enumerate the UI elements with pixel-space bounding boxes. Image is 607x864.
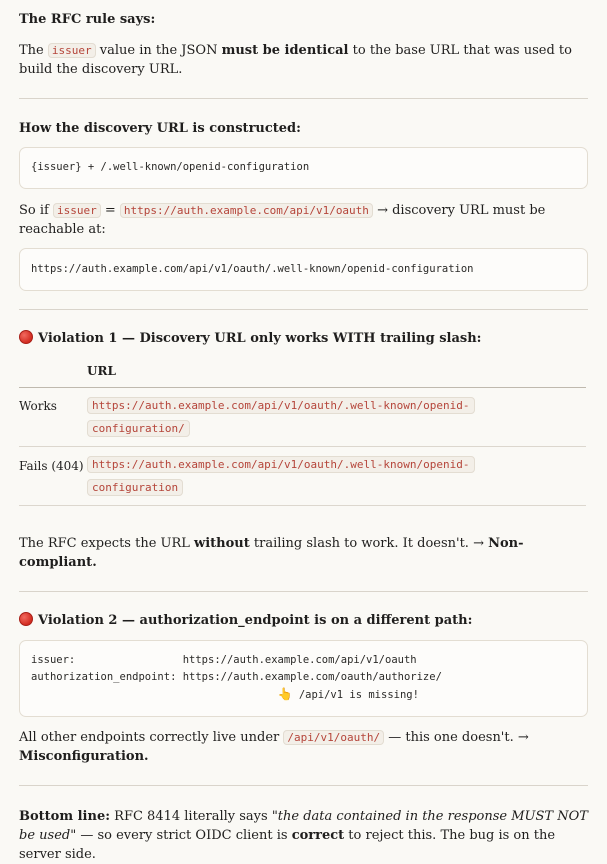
table-header-url: URL	[87, 356, 586, 388]
code-block-discovery-url[interactable]: https://auth.example.com/api/v1/oauth/.well-known/openid-configuration	[19, 248, 588, 291]
violation2-paragraph: All other endpoints correctly live under /api/v1/oauth/ — this one doesn't. → Misconfiguration.	[19, 730, 529, 764]
red-circle-icon	[19, 330, 33, 344]
rfc-rule-paragraph: The issuer value in the JSON must be identical to the base URL that was used to build the discovery URL.	[19, 43, 572, 77]
violation1-table	[19, 356, 586, 506]
code-block-endpoints[interactable]: issuer: https://auth.example.com/api/v1/oauth authorization_endpoint: https://auth.example.com/oauth/authorize/ 👆 /api/v1 is missing!	[19, 640, 588, 717]
inline-code-url-works-a: https://auth.example.com/api/v1/oauth/.well-known/openid-	[87, 397, 475, 414]
pointing-up-icon: 👆	[277, 687, 293, 701]
inline-code-api-path: /api/v1/oauth/	[283, 730, 384, 745]
red-circle-icon	[19, 612, 33, 626]
table-header-row	[19, 356, 586, 388]
inline-code-issuer-url: https://auth.example.com/api/v1/oauth	[120, 203, 373, 218]
table-header-col1	[19, 356, 87, 388]
violation1-heading: Violation 1 — Discovery URL only works WITH trailing slash:	[19, 329, 588, 348]
inline-code-issuer-2: issuer	[53, 203, 101, 218]
divider	[19, 309, 588, 310]
message-content	[19, 0, 588, 864]
inline-code-url-fails-a: https://auth.example.com/api/v1/oauth/.well-known/openid-	[87, 456, 475, 473]
violation1-paragraph: The RFC expects the URL without trailing slash to work. It doesn't. → Non-compliant.	[19, 536, 524, 570]
code-block-construct[interactable]: {issuer} + /.well-known/openid-configuration	[19, 147, 588, 189]
row-label-fails: Fails (404)	[19, 447, 87, 506]
inline-code-issuer: issuer	[48, 43, 96, 58]
table-row	[19, 388, 586, 447]
inline-code-url-fails-b: configuration	[87, 479, 183, 496]
construct-paragraph: So if issuer = https://auth.example.com/api/v1/oauth → discovery URL must be reachable at:	[19, 203, 546, 237]
divider	[19, 98, 588, 99]
divider	[19, 591, 588, 592]
rfc-rule-heading: The RFC rule says:	[19, 12, 156, 27]
inline-code-url-works-b: configuration/	[87, 420, 190, 437]
violation2-heading: Violation 2 — authorization_endpoint is on a different path:	[19, 611, 588, 630]
construct-heading: How the discovery URL is constructed:	[19, 121, 301, 136]
row-url-fails	[87, 447, 586, 506]
bottom-line-paragraph: Bottom line: RFC 8414 literally says "the data contained in the response MUST NOT be used" — so every strict OIDC client is correct to reject this. The bug is on the server side.	[19, 809, 588, 862]
divider	[19, 785, 588, 786]
row-label-works: Works	[19, 388, 87, 447]
table-row	[19, 447, 586, 506]
row-url-works	[87, 388, 586, 447]
